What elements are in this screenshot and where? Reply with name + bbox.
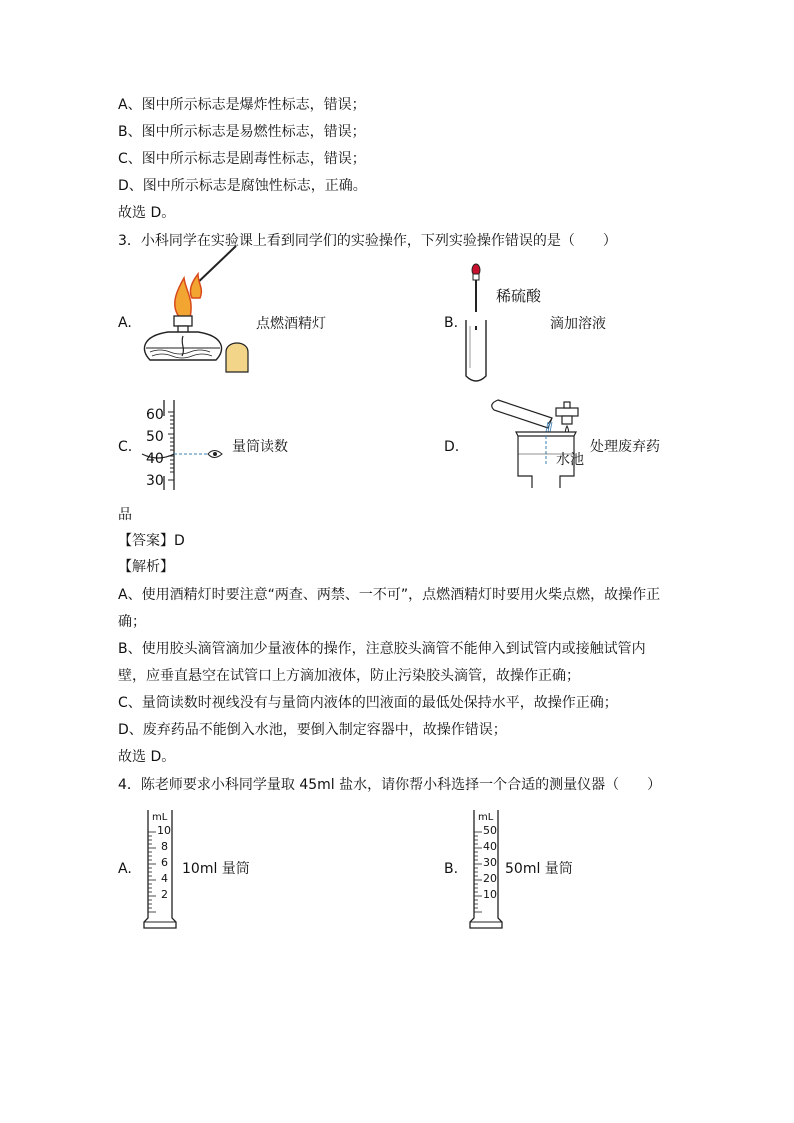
cylinder-50ml-tick: 20 <box>483 872 497 885</box>
cylinder-10ml-tick: 8 <box>161 840 168 853</box>
cylinder-50ml-tick: 30 <box>483 856 497 869</box>
q3-conclusion: 故选 D。 <box>118 749 176 765</box>
q3-option-b-letter: B. <box>444 315 459 331</box>
waste-disposal-figure <box>462 392 592 496</box>
q3-analysis-line: A、使用酒精灯时要注意“两查、两禁、一不可”，点燃酒精灯时要用火柴点燃，故操作正 <box>118 587 661 603</box>
q2-conclusion: 故选 D。 <box>118 205 176 221</box>
q3-option-a-letter: A. <box>118 315 132 331</box>
alcohol-lamp-figure <box>140 240 260 380</box>
cylinder-50ml-tick: 10 <box>483 888 497 901</box>
dropper-test-tube-figure <box>462 258 502 388</box>
dropper-reagent-label: 稀硫酸 <box>496 287 542 305</box>
q3-analysis-line: C、量筒读数时视线没有与量筒内液体的凹液面的最低处保持水平，故操作正确； <box>118 695 618 711</box>
cylinder-10ml-tick: 4 <box>161 872 168 885</box>
q4-stem: 4．陈老师要求小科同学量取 45ml 盐水，请你帮小科选择一个合适的测量仪器（ ） <box>118 777 662 793</box>
q4-option-a-letter: A. <box>118 861 132 877</box>
cylinder-10ml-tick: 6 <box>161 856 168 869</box>
q3-option-d-label: 处理废弃药 <box>590 439 660 455</box>
cylinder-50ml-tick: 40 <box>483 840 497 853</box>
cylinder-50ml-tick: 50 <box>483 824 497 837</box>
q3-option-c-letter: C. <box>118 439 133 455</box>
q4-option-a-label: 10ml 量筒 <box>182 861 250 877</box>
q3-analysis-line: B、使用胶头滴管滴加少量液体的操作，注意胶头滴管不能伸入到试管内或接触试管内 <box>118 641 646 657</box>
cylinder-50ml-unit: mL <box>478 812 494 823</box>
cylinder-10ml-tick: 2 <box>161 888 168 901</box>
q3-answer: 【答案】D <box>118 533 185 549</box>
q3-analysis-line: 确； <box>118 614 146 630</box>
q3-stem: 3．小科同学在实验课上看到同学们的实验操作，下列实验操作错误的是（ ） <box>118 233 617 249</box>
q3-option-a-label: 点燃酒精灯 <box>256 316 326 332</box>
cylinder-10ml-tick: 10 <box>157 824 171 837</box>
cylinder-10ml-unit: mL <box>152 812 168 823</box>
q3-analysis-heading: 【解析】 <box>118 559 174 575</box>
sink-label: 水池 <box>556 452 584 468</box>
cylinder-tick-50: 50 <box>146 429 164 445</box>
q4-option-b-letter: B. <box>444 861 459 877</box>
q3-option-d-letter: D. <box>444 439 460 455</box>
cylinder-tick-40: 40 <box>146 451 164 467</box>
q2-option-a-explanation: A、图中所示标志是爆炸性标志，错误； <box>118 97 366 113</box>
cylinder-tick-30: 30 <box>146 473 164 489</box>
q2-option-b-explanation: B、图中所示标志是易燃性标志，错误； <box>118 124 366 140</box>
cylinder-tick-60: 60 <box>146 407 164 423</box>
q2-option-d-explanation: D、图中所示标志是腐蚀性标志，正确。 <box>118 178 367 194</box>
q3-option-b-label: 滴加溶液 <box>550 316 606 332</box>
q3-analysis-line: D、废弃药品不能倒入水池，要倒入制定容器中，故操作错误； <box>118 722 507 738</box>
q4-option-b-label: 50ml 量筒 <box>505 861 573 877</box>
q3-analysis-line: 壁，应垂直悬空在试管口上方滴加液体，防止污染胶头滴管，故操作正确； <box>118 668 580 684</box>
q3-option-d-label-wrap: 品 <box>118 507 132 523</box>
q2-option-c-explanation: C、图中所示标志是剧毒性标志，错误； <box>118 151 366 167</box>
q3-option-c-label: 量筒读数 <box>232 439 288 455</box>
